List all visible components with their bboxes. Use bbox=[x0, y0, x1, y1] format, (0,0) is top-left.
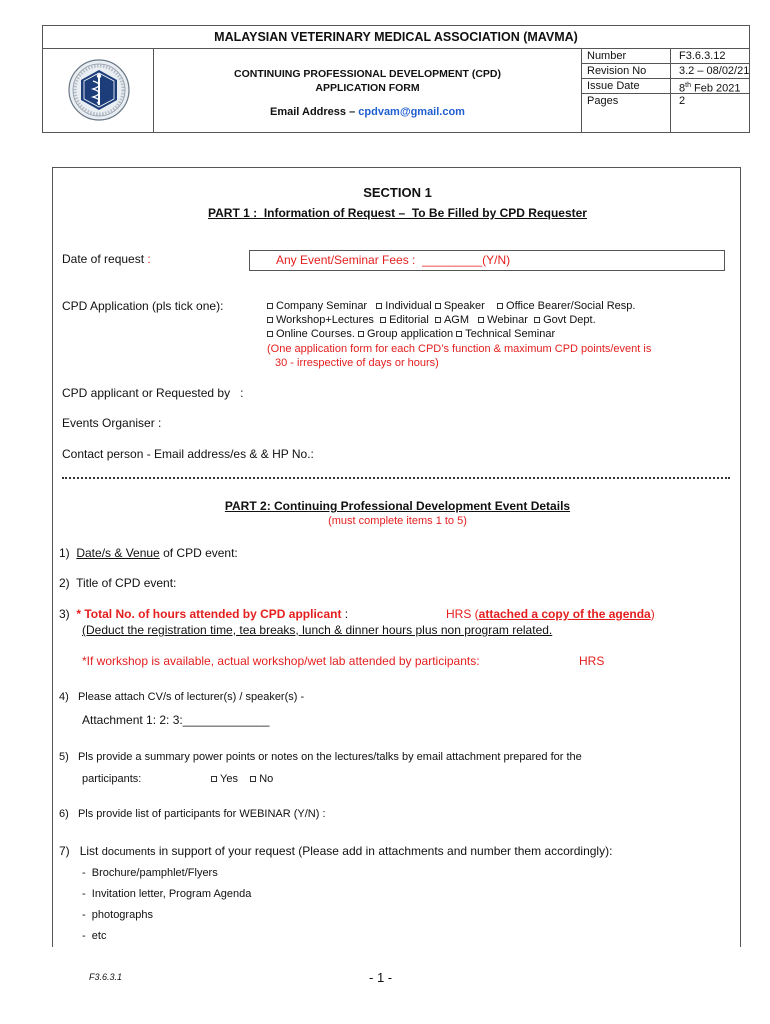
meta-row-pages bbox=[582, 94, 750, 109]
item-1-text: of CPD event: bbox=[159, 546, 238, 560]
item-3-number: 3) bbox=[59, 607, 70, 621]
item-1-underlined: Date/s & Venue bbox=[76, 546, 160, 560]
meta-issue-label: Issue Date bbox=[587, 80, 640, 92]
fees-field[interactable] bbox=[249, 250, 725, 271]
doc-list-item: - photographs bbox=[82, 909, 153, 921]
application-note-line-1: (One application form for each CPD’s function & maximum CPD points/event is bbox=[267, 343, 652, 355]
section-1-box bbox=[52, 167, 741, 947]
cpd-options-row-3 bbox=[267, 328, 555, 340]
checkbox-webinar[interactable] bbox=[478, 317, 484, 323]
section-title: SECTION 1 bbox=[363, 185, 432, 200]
doc-list-item: - etc bbox=[82, 930, 107, 942]
item-3-workshop-note: *If workshop is available, actual workshop/wet lab attended by participants: bbox=[82, 654, 480, 668]
item-4-number: 4) bbox=[59, 691, 69, 703]
item-7-documents: documents bbox=[101, 846, 156, 858]
doc-invitation: Invitation letter, Program Agenda bbox=[91, 888, 252, 900]
form-title-line-1: CONTINUING PROFESSIONAL DEVELOPMENT (CPD) bbox=[234, 68, 501, 80]
option-agm: AGM bbox=[443, 314, 469, 326]
item-3-hrs-agenda bbox=[446, 607, 655, 621]
meta-revision-value: 3.2 – 08/02/21 bbox=[679, 65, 750, 77]
doc-etc: etc bbox=[91, 930, 107, 942]
option-speaker: Speaker bbox=[443, 300, 485, 312]
form-title-cell bbox=[154, 49, 582, 133]
meta-row-revision bbox=[582, 64, 750, 79]
date-colon: : bbox=[147, 252, 151, 266]
item-7-number: 7) bbox=[59, 844, 70, 858]
item-3-colon: : bbox=[341, 607, 349, 621]
fees-label: Any Event/Seminar Fees : _________(Y/N) bbox=[276, 253, 511, 267]
checkbox-online[interactable] bbox=[267, 331, 273, 337]
item-7-list: List bbox=[79, 844, 102, 858]
cpd-options-row-1 bbox=[267, 300, 635, 312]
mavma-logo bbox=[43, 49, 154, 133]
meta-pages-label: Pages bbox=[587, 95, 619, 107]
item-3-total-hours: * Total No. of hours attended by CPD applicant bbox=[76, 607, 342, 621]
item-6-number: 6) bbox=[59, 808, 69, 820]
applicant-label: CPD applicant or Requested by : bbox=[62, 386, 244, 400]
item-6-text: Pls provide list of participants for WEBINAR (Y/N) : bbox=[77, 808, 326, 820]
email-line bbox=[154, 106, 581, 118]
item-4 bbox=[59, 691, 304, 703]
document-meta-table bbox=[582, 49, 750, 133]
option-group: Group application bbox=[366, 328, 454, 340]
page-number: - 1 - bbox=[369, 970, 393, 985]
option-govt: Govt Dept. bbox=[543, 314, 596, 326]
item-7 bbox=[59, 844, 612, 858]
checkbox-govt[interactable] bbox=[534, 317, 540, 323]
meta-pages-value: 2 bbox=[679, 95, 686, 107]
option-webinar: Webinar bbox=[487, 314, 528, 326]
meta-revision-label: Revision No bbox=[587, 65, 647, 77]
item-3-deduct-note: (Deduct the registration time, tea breaks, lunch & dinner hours plus non program related. bbox=[82, 623, 553, 637]
item-3-agenda: attached a copy of the agenda bbox=[478, 607, 651, 621]
checkbox-editorial[interactable] bbox=[380, 317, 386, 323]
checkbox-workshop[interactable] bbox=[267, 317, 273, 323]
item-5-participants: participants: bbox=[82, 773, 142, 785]
item-7-text: in support of your request (Please add in attachments and number them accordingly): bbox=[155, 844, 613, 858]
checkbox-agm[interactable] bbox=[435, 317, 441, 323]
cpd-options-row-2 bbox=[267, 314, 596, 326]
doc-photographs: photographs bbox=[91, 909, 153, 921]
checkbox-company[interactable] bbox=[267, 303, 273, 309]
checkbox-office-bearer[interactable] bbox=[497, 303, 503, 309]
item-2-text: Title of CPD event: bbox=[76, 576, 177, 590]
item-2 bbox=[59, 576, 176, 590]
checkbox-individual[interactable] bbox=[376, 303, 382, 309]
option-company: Company Seminar bbox=[276, 300, 368, 312]
option-yes: Yes bbox=[220, 773, 238, 785]
logo-cell bbox=[43, 49, 154, 133]
item-3-hrs: HRS ( bbox=[446, 607, 479, 621]
checkbox-yes[interactable] bbox=[211, 776, 217, 782]
date-of-request-label bbox=[62, 252, 151, 266]
part-2-title: PART 2: Continuing Professional Development Event Details bbox=[224, 499, 571, 513]
item-3 bbox=[59, 607, 348, 621]
date-label-text: Date of request bbox=[62, 252, 148, 266]
option-workshop: Workshop+Lectures bbox=[276, 314, 374, 326]
option-individual: Individual bbox=[385, 300, 432, 312]
item-1-number: 1) bbox=[59, 546, 70, 560]
issue-day: 8 bbox=[679, 82, 686, 95]
footer-form-code: F3.6.3.1 bbox=[89, 972, 123, 982]
part-1-title: PART 1 : Information of Request – To Be Filled by CPD Requester bbox=[208, 206, 587, 220]
contact-person-label: Contact person - Email address/es & & HP No.: bbox=[62, 447, 314, 461]
email-label: Email Address – bbox=[270, 106, 359, 118]
option-online: Online Courses. bbox=[276, 328, 355, 340]
option-no: No bbox=[259, 773, 274, 785]
association-title: MALAYSIAN VETERINARY MEDICAL ASSOCIATION (MAVMA) bbox=[43, 26, 749, 49]
meta-row-number bbox=[582, 49, 750, 64]
email-link[interactable]: cpdvam@gmail.com bbox=[358, 106, 465, 118]
events-organiser-label: Events Organiser : bbox=[62, 416, 162, 430]
dotted-separator bbox=[62, 477, 730, 479]
part-2-note: (must complete items 1 to 5) bbox=[328, 515, 467, 527]
issue-rest: Feb 2021 bbox=[690, 82, 741, 95]
item-2-number: 2) bbox=[59, 576, 70, 590]
doc-list-item: - Brochure/pamphlet/Flyers bbox=[82, 867, 218, 879]
item-5-yes-no bbox=[211, 773, 273, 785]
item-4-attachments: Attachment 1: 2: 3:_____________ bbox=[82, 713, 270, 727]
item-5 bbox=[59, 751, 582, 763]
item-3-workshop-hrs: HRS bbox=[579, 654, 605, 668]
issue-sup: th bbox=[685, 82, 691, 89]
option-technical: Technical Seminar bbox=[465, 328, 556, 340]
checkbox-technical[interactable] bbox=[456, 331, 462, 337]
item-5-number: 5) bbox=[59, 751, 69, 763]
item-6 bbox=[59, 808, 326, 820]
meta-number-label: Number bbox=[587, 50, 627, 62]
document-header bbox=[42, 25, 750, 133]
doc-list-item: - Invitation letter, Program Agenda bbox=[82, 888, 252, 900]
cpd-application-label: CPD Application (pls tick one): bbox=[62, 299, 224, 313]
meta-row-issue-date bbox=[582, 79, 750, 94]
item-5-text: Pls provide a summary power points or notes on the lectures/talks by email attachment prepared for the bbox=[77, 751, 582, 763]
item-1 bbox=[59, 546, 238, 560]
checkbox-group[interactable] bbox=[358, 331, 364, 337]
meta-number-value: F3.6.3.12 bbox=[679, 50, 726, 62]
form-title-line-2: APPLICATION FORM bbox=[315, 82, 420, 94]
option-editorial: Editorial bbox=[389, 314, 429, 326]
item-3-close: ) bbox=[650, 607, 655, 621]
item-4-text: Please attach CV/s of lecturer(s) / speaker(s) - bbox=[77, 691, 305, 703]
checkbox-no[interactable] bbox=[250, 776, 256, 782]
doc-brochure: Brochure/pamphlet/Flyers bbox=[91, 867, 218, 879]
form-title bbox=[154, 67, 581, 95]
application-note-line-2: 30 - irrespective of days or hours) bbox=[275, 357, 439, 369]
option-office-bearer: Office Bearer/Social Resp. bbox=[506, 300, 636, 312]
checkbox-speaker[interactable] bbox=[435, 303, 441, 309]
